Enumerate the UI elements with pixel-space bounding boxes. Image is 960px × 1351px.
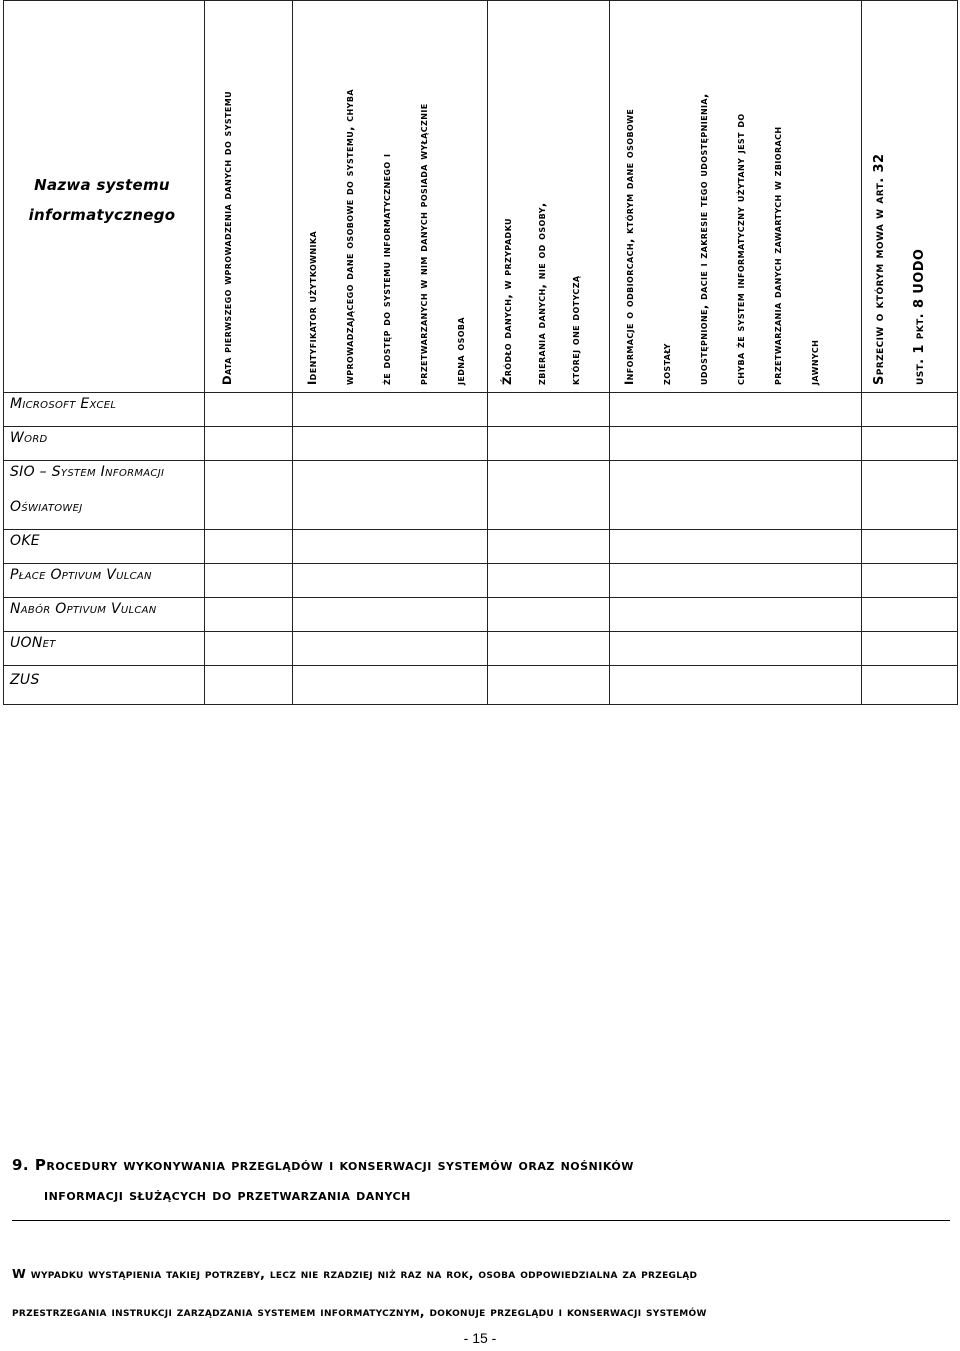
header-line: jawnych xyxy=(807,339,821,385)
table-col-line xyxy=(861,0,862,705)
table-col-line xyxy=(204,0,205,705)
header-line: że dostęp do systemu informatycznego i xyxy=(379,153,393,385)
header-line: informatycznego xyxy=(28,206,176,224)
table-header-bottom xyxy=(3,392,958,393)
header-line: Data pierwszego wprowadzenia danych do systemu xyxy=(220,90,234,385)
header-line: ust. 1 pkt. 8 UODO xyxy=(912,248,927,385)
header-line: zostały xyxy=(659,343,673,385)
header-line: chyba że system informatyczny użytany jest do xyxy=(733,113,747,385)
system-name-cell: Word xyxy=(10,430,48,446)
section-heading xyxy=(12,1150,942,1210)
system-name-cell: SIO – System Informacji xyxy=(10,464,165,480)
header-line: udostępnione, dacie i zakresie tego udostępnienia, xyxy=(696,93,710,385)
system-name-cell: ZUS xyxy=(10,672,40,688)
header-line: Sprzeciw o którym mowa w art. 32 xyxy=(872,153,887,385)
header-line: Nazwa systemu xyxy=(34,176,170,194)
table-row-line xyxy=(3,563,958,564)
table-row-line xyxy=(3,426,958,427)
section-heading-line: informacji służących do przetwarzania danych xyxy=(44,1186,411,1204)
page-number: - 15 - xyxy=(463,1330,497,1346)
table-border-right xyxy=(957,0,958,705)
table-border-top xyxy=(3,0,958,1)
table-border-bottom xyxy=(3,704,958,705)
section-heading-line: 9. Procedury wykonywania przeglądów i konserwacji systemów oraz nośników xyxy=(12,1156,634,1174)
paragraph-line: przestrzegania instrukcji zarządzania systemem informatycznym, dokonuje przeglądu i konserwacji systemów xyxy=(12,1304,707,1319)
header-line: zbierania danych, nie od osoby, xyxy=(534,202,548,385)
table-col-line xyxy=(609,0,610,705)
section-divider xyxy=(12,1220,950,1221)
table-row-line xyxy=(3,631,958,632)
header-line: jedna osoba xyxy=(453,316,467,385)
table-row-line xyxy=(3,529,958,530)
system-name-cell: UONet xyxy=(10,635,56,651)
system-name-cell: OKE xyxy=(10,533,40,549)
table-row-line xyxy=(3,460,958,461)
paragraph-line: W wypadku wystąpienia takiej potrzeby, lecz nie rzadziej niż raz na rok, osoba odpowiedzialna za przegląd xyxy=(12,1266,698,1281)
body-paragraph xyxy=(12,1255,942,1331)
table-col-line xyxy=(487,0,488,705)
header-line: Źródło danych, w przypadku xyxy=(500,218,514,385)
system-name-cell: Płace Optivum Vulcan xyxy=(10,567,152,583)
header-line: przetwarzania danych zawartych w zbiorach xyxy=(770,126,784,385)
header-line: wprowadzającego dane osobowe do systemu, chyba xyxy=(342,89,356,385)
header-line: której one dotyczą xyxy=(568,275,582,385)
system-name-cell: Nabór Optivum Vulcan xyxy=(10,601,157,617)
system-name-cell: Oświatowej xyxy=(10,499,83,515)
system-name-cell: Microsoft Excel xyxy=(10,396,117,412)
header-line: Informacje o odbiorcach, którym dane osobowe xyxy=(622,108,636,385)
header-system-name xyxy=(6,170,198,230)
table-border-left xyxy=(3,0,4,705)
table-col-line xyxy=(292,0,293,705)
table-row-line xyxy=(3,665,958,666)
table-row-line xyxy=(3,597,958,598)
header-line: przetwarzanych w nim danych posiada wyłącznie xyxy=(416,103,430,385)
header-line: Identyfikator użytkownika xyxy=(305,230,319,385)
